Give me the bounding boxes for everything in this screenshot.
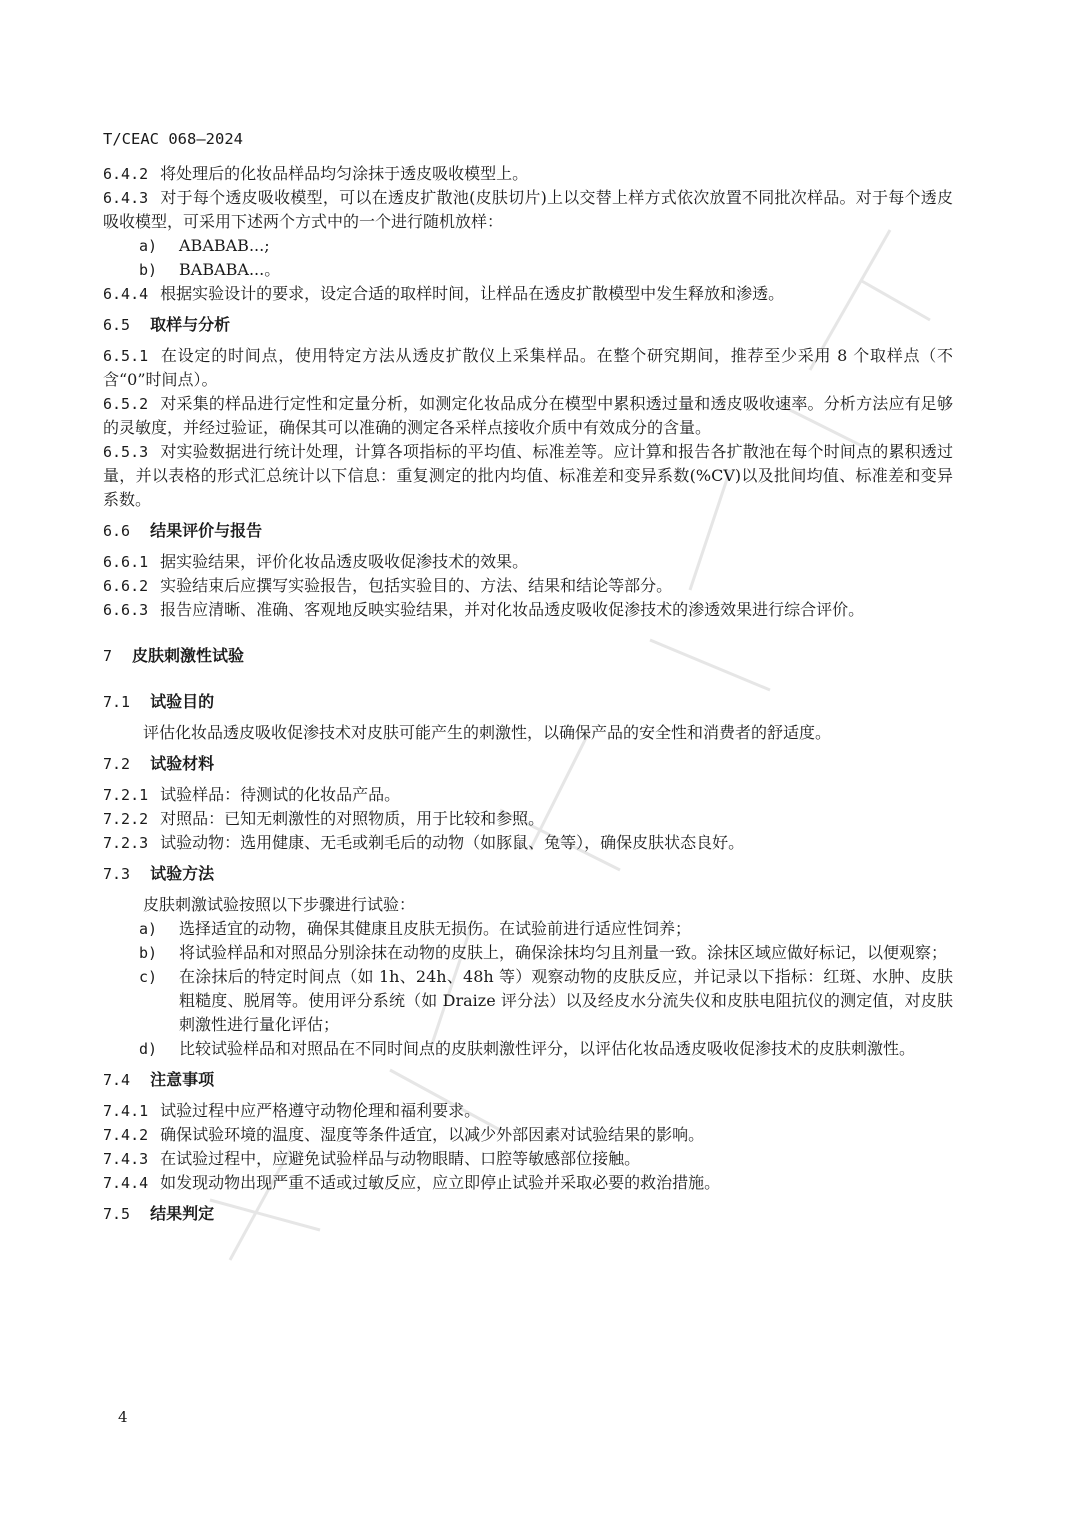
paragraph-7-3: 皮肤刺激试验按照以下步骤进行试验： (143, 895, 416, 914)
list-item: a) 选择适宜的动物，确保其健康且皮肤无损伤。在试验前进行适应性饲养； (139, 919, 692, 938)
clause-7-2-3: 7.2.3 试验动物：选用健康、无毛或剃毛后的动物（如豚鼠、兔等），确保皮肤状态良好。 (103, 833, 745, 852)
clause-6-4-4: 6.4.4 根据实验设计的要求，设定合适的取样时间，让样品在透皮扩散模型中发生释放和渗透。 (103, 284, 785, 303)
page-number: 4 (118, 1408, 128, 1426)
heading-7-2: 7.2 试验材料 (103, 754, 215, 773)
heading-6-6: 6.6 结果评价与报告 (103, 521, 263, 540)
clause-6-4-3: 6.4.3 对于每个透皮吸收模型，可以在透皮扩散池(皮肤切片)上以交替上样方式依次放置不同批次样品。对于每个透皮吸收模型，可采用下述两个方式中的一个进行随机放样： (103, 188, 953, 231)
heading-7-3: 7.3 试验方法 (103, 864, 215, 883)
clause-6-6-2: 6.6.2 实验结束后应撰写实验报告，包括实验目的、方法、结果和结论等部分。 (103, 576, 673, 595)
list-item: b) BABABA...。 (139, 260, 281, 279)
clause-6-6-1: 6.6.1 据实验结果，评价化妆品透皮吸收促渗技术的效果。 (103, 552, 529, 571)
heading-7-5: 7.5 结果判定 (103, 1204, 215, 1223)
clause-7-2-1: 7.2.1 试验样品：待测试的化妆品产品。 (103, 785, 401, 804)
clause-6-5-2: 6.5.2 对采集的样品进行定性和定量分析，如测定化妆品成分在模型中累积透过量和透皮吸收速率。分析方法应有足够的灵敏度，并经过验证，确保其可以准确的测定各采样点接收介质中有效成分的含量。 (103, 394, 953, 437)
list-item: d) 比较试验样品和对照品在不同时间点的皮肤刺激性评分，以评估化妆品透皮吸收促渗技术的皮肤刺激性。 (139, 1039, 916, 1058)
heading-7-4: 7.4 注意事项 (103, 1070, 215, 1089)
clause-6-6-3: 6.6.3 报告应清晰、准确、客观地反映实验结果，并对化妆品透皮吸收促渗技术的渗透效果进行综合评价。 (103, 600, 865, 619)
heading-7: 7 皮肤刺激性试验 (103, 646, 245, 665)
heading-7-1: 7.1 试验目的 (103, 692, 215, 711)
document-code: T/CEAC 068—2024 (103, 130, 243, 148)
heading-6-5: 6.5 取样与分析 (103, 315, 231, 334)
clause-7-4-3: 7.4.3 在试验过程中，应避免试验样品与动物眼睛、口腔等敏感部位接触。 (103, 1149, 641, 1168)
clause-7-4-4: 7.4.4 如发现动物出现严重不适或过敏反应，应立即停止试验并采取必要的救治措施。 (103, 1173, 721, 1192)
clause-7-4-1: 7.4.1 试验过程中应严格遵守动物伦理和福利要求。 (103, 1101, 481, 1120)
clause-7-4-2: 7.4.2 确保试验环境的温度、湿度等条件适宜，以减少外部因素对试验结果的影响。 (103, 1125, 705, 1144)
list-item: a) ABABAB...; (139, 236, 270, 255)
document-body (103, 162, 953, 1226)
clause-7-2-2: 7.2.2 对照品：已知无刺激性的对照物质，用于比较和参照。 (103, 809, 545, 828)
clause-6-5-1: 6.5.1 在设定的时间点，使用特定方法从透皮扩散仪上采集样品。在整个研究期间，推荐至少采用 8 个取样点（不含“0”时间点）。 (103, 346, 953, 389)
list-item: b) 将试验样品和对照品分别涂抹在动物的皮肤上，确保涂抹均匀且剂量一致。涂抹区域应做好标记，以便观察； (139, 943, 948, 962)
list-item: c) 在涂抹后的特定时间点（如 1h、24h、48h 等）观察动物的皮肤反应，并记录以下指标：红斑、水肿、皮肤粗糙度、脱屑等。使用评分系统（如 Draize 评分法）以及经皮水分流失仪和皮肤电阻抗仪的测定值，对皮肤刺激性进行量化评估； (139, 967, 953, 1034)
paragraph-7-1: 评估化妆品透皮吸收促渗技术对皮肤可能产生的刺激性，以确保产品的安全性和消费者的舒适度。 (143, 723, 832, 742)
clause-6-5-3: 6.5.3 对实验数据进行统计处理，计算各项指标的平均值、标准差等。应计算和报告各扩散池在每个时间点的累积透过量，并以表格的形式汇总统计以下信息：重复测定的批内均值、标准差和变异系数(%CV)以及批间均值、标准差和变异系数。 (103, 442, 953, 509)
clause-6-4-2: 6.4.2 将处理后的化妆品样品均匀涂抹于透皮吸收模型上。 (103, 164, 529, 183)
